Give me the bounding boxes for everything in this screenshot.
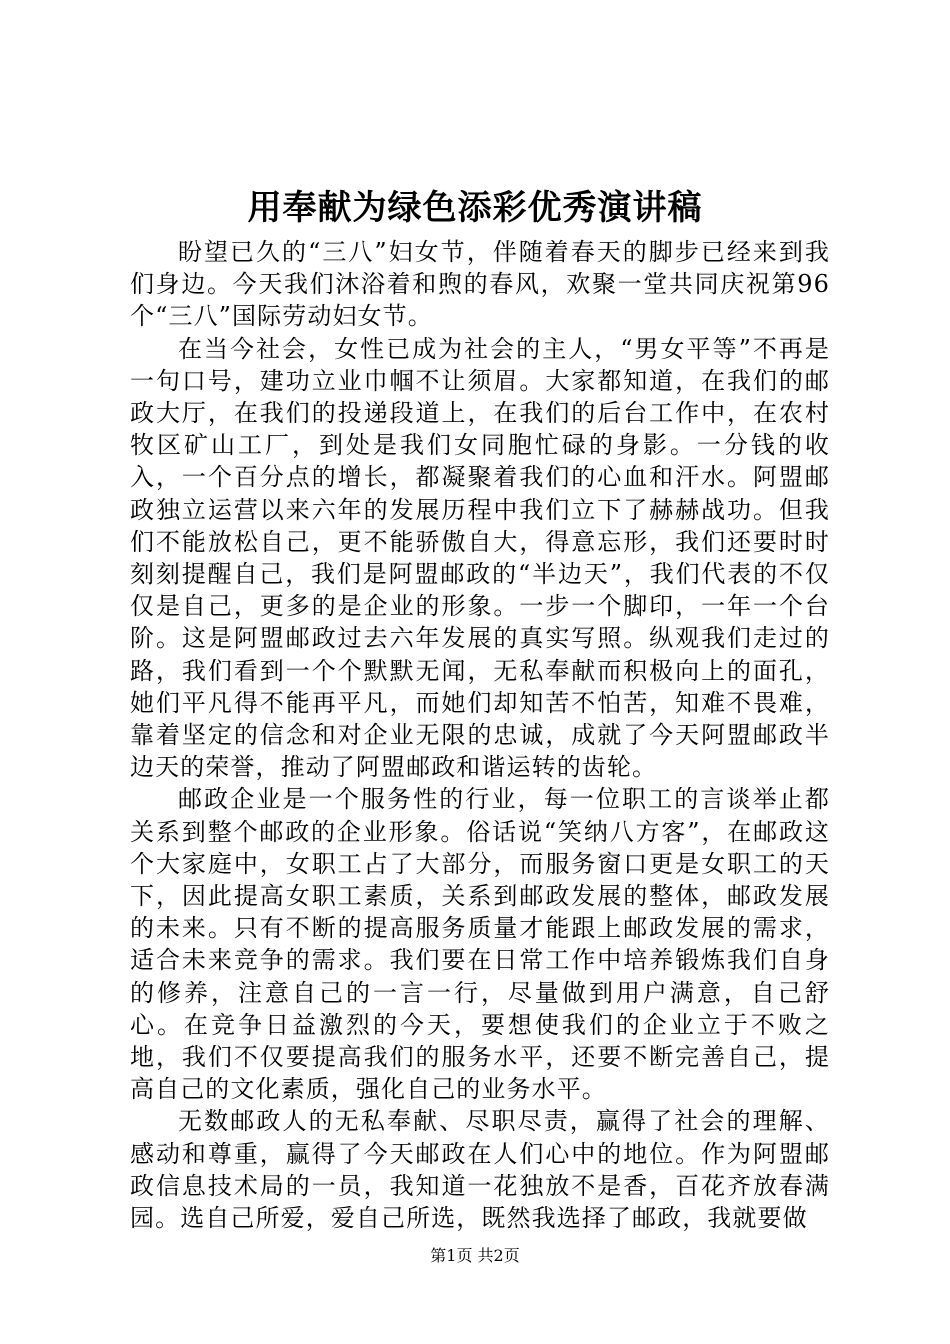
document-title: 用奉献为绿色添彩优秀演讲稿 [247, 188, 703, 228]
page-footer: 第1页 共2页 [430, 1246, 520, 1265]
paragraph-3: 邮政企业是一个服务性的行业，每一位职工的言谈举止都关系到整个邮政的企业形象。俗话说“笑纳八方客”，在邮政这个大家庭中，女职工占了大部分，而服务窗口更是女职工的天下，因此提高女职工素质，关系到邮政发展的整体，邮政发展的未来。只有不断的提高服务质量才能跟上邮政发展的需求，适合未来竞争的需求。我们要在日常工作中培养锻炼我们自身的修养，注意自己的一言一行，尽量做到用户满意，自己舒心。在竞争日益激烈的今天，要想使我们的企业立于不败之地，我们不仅要提高我们的服务水平，还要不断完善自己，提高自己的文化素质，强化自己的业务水平。 [130, 785, 830, 1104]
paragraph-1: 盼望已久的“三八”妇女节，伴随着春天的脚步已经来到我们身边。今天我们沐浴着和煦的春风，欢聚一堂共同庆祝第96个“三八”国际劳动妇女节。 [130, 238, 830, 331]
paragraph-2: 在当今社会，女性已成为社会的主人，“男女平等”不再是一句口号，建功立业巾帼不让须眉。大家都知道，在我们的邮政大厅，在我们的投递段道上，在我们的后台工作中，在农村牧区矿山工厂，到处是我们女同胞忙碌的身影。一分钱的收入，一个百分点的增长，都凝聚着我们的心血和汗水。阿盟邮政独立运营以来六年的发展历程中我们立下了赫赫战功。但我们不能放松自己，更不能骄傲自大，得意忘形，我们还要时时刻刻提醒自己，我们是阿盟邮政的“半边天”，我们代表的不仅仅是自己，更多的是企业的形象。一步一个脚印，一年一个台阶。这是阿盟邮政过去六年发展的真实写照。纵观我们走过的路，我们看到一个个默默无闻，无私奉献而积极向上的面孔，她们平凡得不能再平凡，而她们却知苦不怕苦，知难不畏难，靠着坚定的信念和对企业无限的忠诚，成就了今天阿盟邮政半边天的荣誉，推动了阿盟邮政和谐运转的齿轮。 [130, 334, 830, 782]
paragraph-4: 无数邮政人的无私奉献、尽职尽责，赢得了社会的理解、感动和尊重，赢得了今天邮政在人们心中的地位。作为阿盟邮政信息技术局的一员，我知道一花独放不是香，百花齐放春满园。选自己所爱，爱自己所选，既然我选择了邮政，我就要做 [130, 1107, 830, 1233]
document-body [130, 236, 830, 1234]
